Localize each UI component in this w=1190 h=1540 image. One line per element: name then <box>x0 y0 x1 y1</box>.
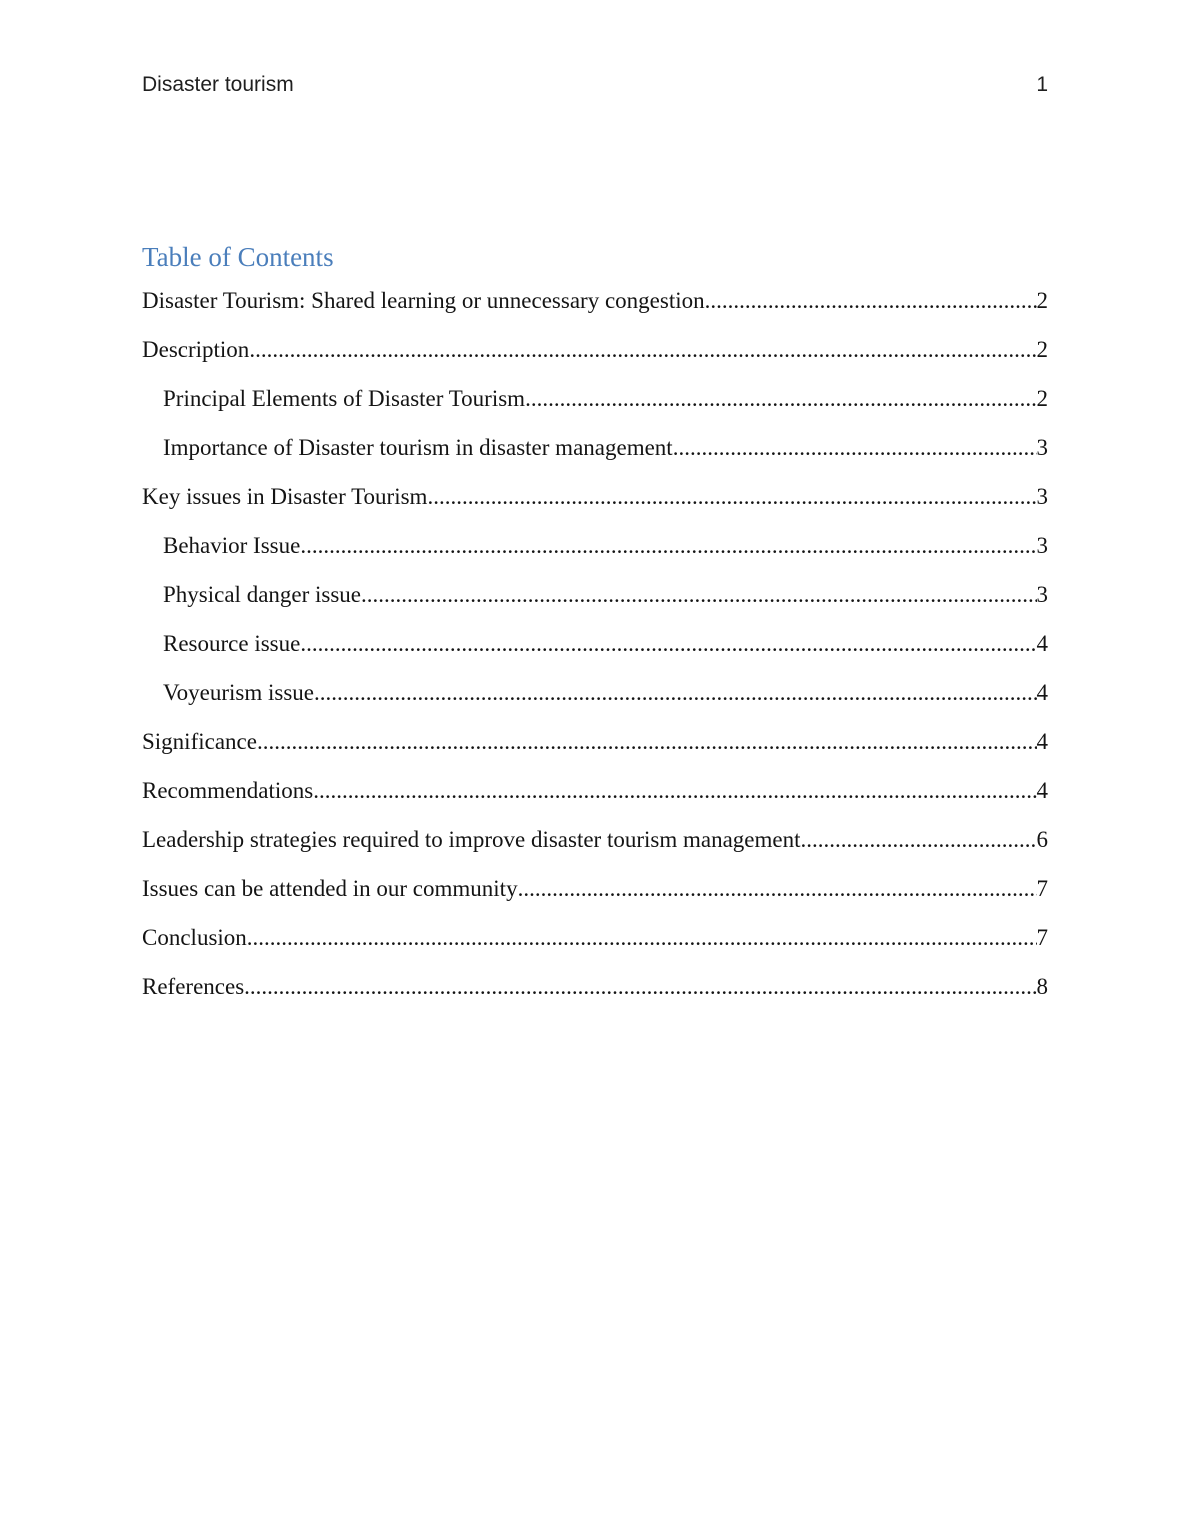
toc-dot-leader <box>300 531 1036 561</box>
toc-entry-page: 7 <box>1036 925 1048 950</box>
toc-entry[interactable] <box>142 433 1048 463</box>
toc-entry[interactable] <box>142 335 1048 365</box>
toc-entry-label: Recommendations <box>142 778 314 803</box>
toc-dot-leader <box>801 825 1037 855</box>
toc-entry[interactable] <box>142 923 1048 953</box>
toc-entry[interactable] <box>142 972 1048 1002</box>
toc-dot-leader <box>249 335 1036 365</box>
toc-dot-leader <box>247 923 1037 953</box>
toc-entry-page: 3 <box>1036 484 1048 509</box>
toc-entry-page: 7 <box>1036 876 1048 901</box>
toc-heading: Table of Contents <box>142 242 334 272</box>
toc-entry-label: Importance of Disaster tourism in disaster management <box>163 435 673 460</box>
toc-entry-page: 4 <box>1036 631 1048 656</box>
toc-entry-page: 2 <box>1036 337 1048 362</box>
toc-entry-label: Key issues in Disaster Tourism <box>142 484 428 509</box>
toc-entry-page: 3 <box>1036 533 1048 558</box>
toc-dot-leader <box>313 776 1036 806</box>
toc-entry[interactable] <box>142 384 1048 414</box>
toc-entry-label: Voyeurism issue <box>163 680 314 705</box>
toc-entry[interactable] <box>142 776 1048 806</box>
toc-entry-label: Principal Elements of Disaster Tourism <box>163 386 526 411</box>
toc-entry-label: Significance <box>142 729 257 754</box>
toc-entry-page: 2 <box>1036 386 1048 411</box>
toc-entry-page: 4 <box>1036 778 1048 803</box>
toc-dot-leader <box>257 727 1037 757</box>
toc-entry-label: Disaster Tourism: Shared learning or unnecessary congestion <box>142 288 705 313</box>
toc-entry-label: Resource issue <box>163 631 301 656</box>
toc-entry-page: 6 <box>1036 827 1048 852</box>
toc-dot-leader <box>314 678 1037 708</box>
toc-entry[interactable] <box>142 678 1048 708</box>
toc-entry-label: Behavior Issue <box>163 533 301 558</box>
toc-entry-page: 2 <box>1036 288 1048 313</box>
toc-entry-page: 4 <box>1036 680 1048 705</box>
toc-entry-label: Issues can be attended in our community <box>142 876 518 901</box>
toc-dot-leader <box>525 384 1036 414</box>
toc-dot-leader <box>705 286 1037 316</box>
toc-entry-label: Physical danger issue <box>163 582 362 607</box>
toc-dot-leader <box>673 433 1037 463</box>
toc-entry[interactable] <box>142 482 1048 512</box>
toc-entry[interactable] <box>142 286 1048 316</box>
toc-dot-leader <box>300 629 1036 659</box>
toc-entry-page: 4 <box>1036 729 1048 754</box>
toc-dot-leader <box>427 482 1036 512</box>
toc-entry[interactable] <box>142 825 1048 855</box>
toc-entry[interactable] <box>142 531 1048 561</box>
toc-entry[interactable] <box>142 874 1048 904</box>
toc-entry-label: Conclusion <box>142 925 247 950</box>
toc-entry-page: 8 <box>1036 974 1048 999</box>
toc-entry[interactable] <box>142 629 1048 659</box>
toc-entry-page: 3 <box>1036 582 1048 607</box>
toc-list <box>142 286 1048 1002</box>
page-header <box>142 70 1048 99</box>
header-page-number: 1 <box>1036 73 1048 96</box>
toc-entry-label: References <box>142 974 245 999</box>
toc-entry-label: Leadership strategies required to improve disaster tourism management <box>142 827 801 852</box>
toc-dot-leader <box>244 972 1036 1002</box>
toc-entry[interactable] <box>142 580 1048 610</box>
toc-entry[interactable] <box>142 727 1048 757</box>
toc-dot-leader <box>361 580 1036 610</box>
toc-entry-label: Description <box>142 337 250 362</box>
toc-entry-page: 3 <box>1036 435 1048 460</box>
toc-dot-leader <box>518 874 1037 904</box>
header-title: Disaster tourism <box>142 73 294 96</box>
